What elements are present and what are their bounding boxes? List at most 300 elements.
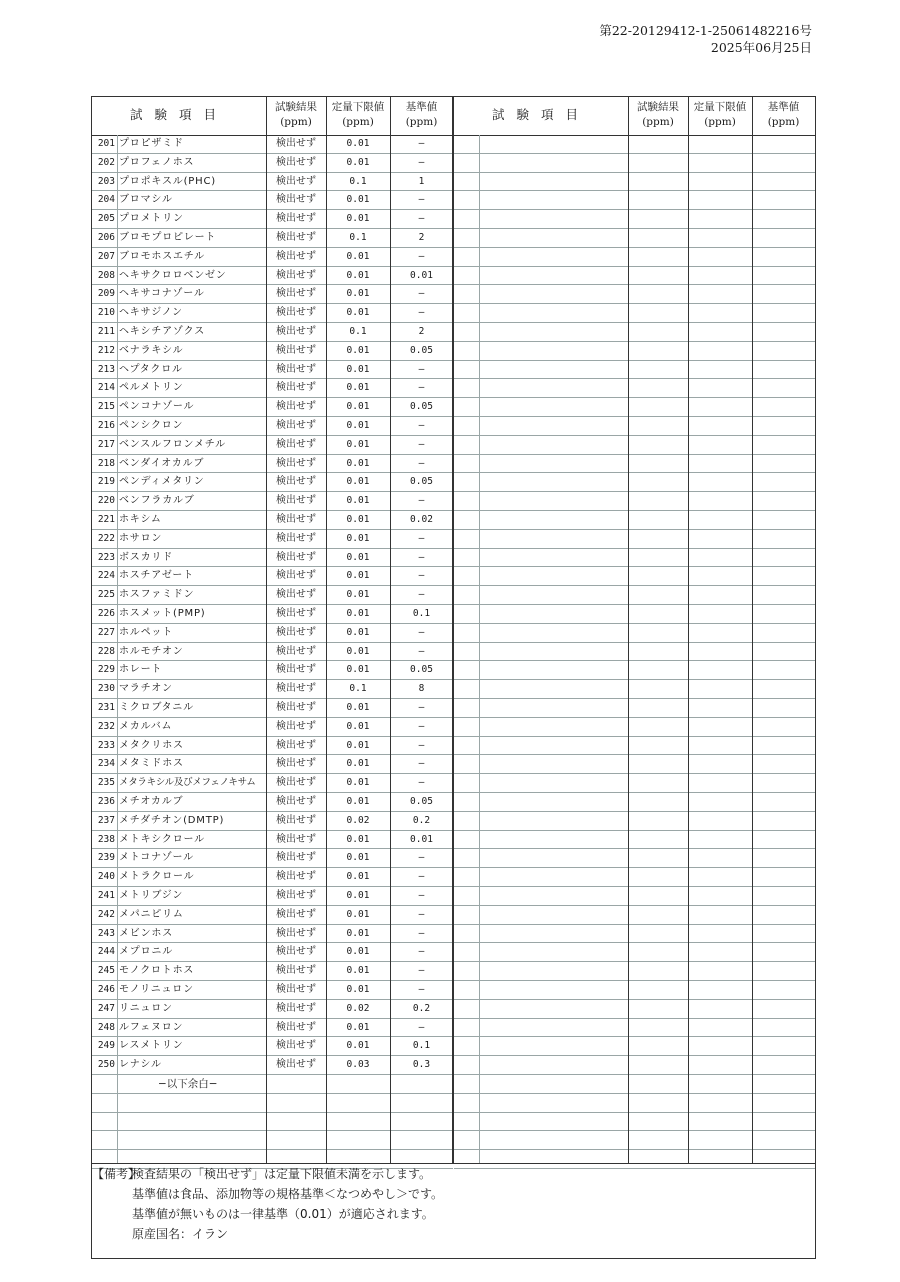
- standard-value: —: [418, 495, 425, 507]
- remarks-line: 基準値が無いものは一律基準（0.01）が適応されます。: [132, 1207, 434, 1221]
- test-result: 検出せず: [276, 250, 316, 262]
- quantitation-limit: 0.01: [346, 645, 370, 657]
- standard-value: 1: [418, 175, 425, 187]
- empty-row: [92, 1094, 453, 1113]
- standard-value: —: [418, 457, 425, 469]
- test-item: ホルモチオン: [119, 645, 184, 657]
- quantitation-limit: 0.01: [346, 965, 370, 977]
- standard-value: —: [418, 1021, 425, 1033]
- empty-row: [454, 680, 815, 699]
- standard-value: —: [418, 551, 425, 563]
- quantitation-limit: 0.01: [346, 589, 370, 601]
- standard-value: 0.2: [412, 1002, 431, 1014]
- test-item: ヘキサコナゾール: [119, 288, 205, 300]
- table-row: [92, 361, 453, 380]
- standard-value: —: [418, 438, 425, 450]
- divider: [479, 135, 480, 1163]
- header-standard: [390, 97, 453, 135]
- doc-date: 2025年06月25日: [710, 40, 812, 55]
- row-number: 210: [97, 307, 115, 319]
- table-row: [92, 868, 453, 887]
- empty-row: [454, 774, 815, 793]
- standard-value: —: [418, 194, 425, 206]
- empty-row: [454, 417, 815, 436]
- standard-value: —: [418, 138, 425, 149]
- row-number: 233: [97, 739, 115, 751]
- table-row: [92, 417, 453, 436]
- table-column-left: [92, 97, 453, 1163]
- test-result: 検出せず: [276, 777, 316, 789]
- row-number: 225: [97, 589, 115, 601]
- empty-row: [454, 906, 815, 925]
- table-row: [92, 191, 453, 210]
- test-item: リニュロン: [119, 1002, 173, 1014]
- table-row: [92, 774, 453, 793]
- quantitation-limit: 0.01: [346, 269, 370, 281]
- empty-row: [454, 793, 815, 812]
- test-result: 検出せず: [276, 702, 316, 713]
- row-number: 240: [97, 871, 115, 883]
- test-item: ベンフラカルブ: [119, 495, 195, 507]
- header-result-label: 試験結果: [637, 101, 679, 113]
- standard-value: —: [418, 213, 425, 225]
- standard-value: 2: [418, 232, 425, 243]
- table-row: [92, 492, 453, 511]
- table-row: [92, 680, 453, 699]
- quantitation-limit: 0.01: [346, 777, 370, 789]
- test-result: 検出せず: [276, 269, 316, 281]
- standard-value: 0.05: [410, 344, 433, 356]
- empty-row: [454, 304, 815, 323]
- row-number: 215: [97, 401, 115, 413]
- document-header: [599, 22, 812, 56]
- standard-value: —: [418, 702, 425, 713]
- divider: [326, 97, 327, 1163]
- standard-value: 0.05: [410, 664, 433, 676]
- quantitation-limit: 0.01: [346, 720, 370, 732]
- test-item: ミクロブタニル: [119, 702, 194, 713]
- test-item: ホルペット: [119, 626, 173, 638]
- empty-row: [454, 661, 815, 680]
- test-result: 検出せず: [276, 307, 316, 319]
- quantitation-limit: 0.01: [346, 833, 370, 845]
- row-number: 237: [97, 814, 115, 826]
- quantitation-limit: 0.1: [349, 232, 367, 243]
- test-result: 検出せず: [276, 438, 316, 450]
- quantitation-limit: 0.01: [346, 138, 370, 149]
- standard-value: —: [418, 532, 425, 544]
- table-row: [92, 436, 453, 455]
- table-row: [92, 379, 453, 398]
- row-number: 208: [97, 269, 115, 281]
- quantitation-limit: 0.01: [346, 664, 370, 676]
- test-item: メタミドホス: [119, 758, 184, 770]
- row-number: 229: [97, 664, 115, 676]
- test-item: メタクリホス: [119, 739, 184, 751]
- quantitation-limit: 0.01: [346, 514, 370, 525]
- header-lod-unit: (ppm): [342, 116, 374, 128]
- table-row: [92, 925, 453, 944]
- standard-value: —: [418, 908, 425, 920]
- test-result: 検出せず: [276, 852, 316, 864]
- table-row: [92, 1056, 453, 1075]
- test-result: 検出せず: [276, 683, 316, 695]
- table-row: [92, 849, 453, 868]
- standard-value: 8: [418, 683, 425, 695]
- quantitation-limit: 0.03: [346, 1059, 370, 1071]
- empty-row: [454, 1094, 815, 1113]
- test-result: 検出せず: [276, 927, 316, 939]
- empty-row: [454, 1075, 815, 1094]
- table-row: [92, 229, 453, 248]
- test-result: 検出せず: [276, 1059, 316, 1071]
- quantitation-limit: 0.01: [346, 626, 370, 638]
- test-item: ブロモプロピレート: [119, 232, 217, 243]
- test-item: ベナラキシル: [119, 344, 184, 356]
- row-number: 219: [97, 476, 115, 488]
- remarks-line: 原産国名：イラン: [132, 1227, 229, 1241]
- doc-number: 第22-20129412-1-25061482216号: [599, 23, 812, 38]
- empty-row: [454, 1056, 815, 1075]
- quantitation-limit: 0.01: [346, 476, 370, 488]
- empty-row: [454, 1019, 815, 1038]
- table-row: [92, 1019, 453, 1038]
- test-result: 検出せず: [276, 1002, 316, 1014]
- table-header-right: [454, 97, 815, 136]
- test-result: 検出せず: [276, 796, 316, 807]
- standard-value: —: [418, 307, 425, 319]
- row-number: 212: [97, 344, 115, 356]
- row-number: 223: [97, 551, 115, 563]
- quantitation-limit: 0.01: [346, 739, 370, 751]
- test-result: 検出せず: [276, 420, 316, 431]
- quantitation-limit: 0.01: [346, 1021, 370, 1033]
- standard-value: 0.05: [410, 796, 433, 807]
- empty-row: [454, 323, 815, 342]
- test-result: 検出せず: [276, 326, 316, 337]
- test-item: メカルバム: [119, 720, 173, 732]
- empty-row: [454, 718, 815, 737]
- standard-value: —: [418, 927, 425, 939]
- row-number: 227: [97, 626, 115, 638]
- empty-row: [454, 1000, 815, 1019]
- header-standard-label: 基準値: [767, 101, 800, 113]
- standard-value: —: [418, 852, 425, 864]
- table-row: [92, 1000, 453, 1019]
- empty-row: [454, 492, 815, 511]
- table-row: [92, 643, 453, 662]
- quantitation-limit: 0.01: [346, 946, 370, 958]
- table-row: [92, 812, 453, 831]
- table-row: [92, 906, 453, 925]
- test-result: 検出せず: [276, 363, 316, 375]
- test-item: ヘキサジノン: [119, 307, 183, 319]
- row-number: 228: [97, 645, 115, 657]
- test-item: ホスチアゼート: [119, 570, 194, 582]
- divider: [117, 135, 118, 1163]
- test-item: メトキシクロール: [119, 833, 205, 845]
- standard-value: 0.2: [412, 814, 431, 826]
- test-result: 検出せず: [276, 156, 316, 168]
- table-row: [92, 887, 453, 906]
- empty-row: [454, 210, 815, 229]
- row-number: 242: [97, 908, 115, 920]
- empty-row: [454, 868, 815, 887]
- remarks-section: [91, 1163, 816, 1259]
- standard-value: —: [418, 777, 425, 789]
- test-result: 検出せず: [276, 138, 316, 149]
- test-item: ホスファミドン: [119, 589, 195, 601]
- quantitation-limit: 0.01: [346, 908, 370, 920]
- test-item: プロピザミド: [119, 138, 184, 149]
- standard-value: —: [418, 589, 425, 601]
- test-item: ホキシム: [119, 514, 162, 525]
- empty-row: [454, 511, 815, 530]
- empty-row: [454, 398, 815, 417]
- quantitation-limit: 0.1: [349, 683, 367, 695]
- table-row: [92, 755, 453, 774]
- table-column-right: [454, 97, 815, 1163]
- standard-value: 0.1: [412, 1040, 431, 1052]
- empty-row: [454, 567, 815, 586]
- test-result: 検出せず: [276, 1040, 316, 1052]
- test-item: ヘキサクロロベンゼン: [119, 269, 227, 281]
- standard-value: 0.3: [412, 1059, 431, 1071]
- standard-value: 0.01: [410, 269, 433, 281]
- test-result: 検出せず: [276, 457, 316, 469]
- empty-row: [454, 962, 815, 981]
- quantitation-limit: 0.01: [346, 495, 370, 507]
- row-number: 247: [97, 1002, 115, 1014]
- blank-note: −以下余白−: [158, 1078, 218, 1090]
- remarks-label: 【備考】: [92, 1167, 141, 1181]
- empty-row: [454, 1113, 815, 1132]
- empty-row: [92, 1131, 453, 1150]
- row-number: 249: [97, 1040, 115, 1052]
- blank-note-row: [92, 1075, 453, 1094]
- standard-value: —: [418, 739, 425, 751]
- quantitation-limit: 0.01: [346, 608, 370, 619]
- quantitation-limit: 0.01: [346, 401, 370, 413]
- standard-value: —: [418, 984, 425, 995]
- test-item: モノクロトホス: [119, 965, 195, 977]
- table-row: [92, 323, 453, 342]
- table-row: [92, 398, 453, 417]
- row-number: 236: [97, 796, 115, 807]
- row-number: 209: [97, 288, 115, 300]
- empty-row: [454, 549, 815, 568]
- header-item: 試験項目: [491, 107, 590, 122]
- table-row: [92, 586, 453, 605]
- quantitation-limit: 0.01: [346, 871, 370, 883]
- test-result: 検出せず: [276, 965, 316, 977]
- empty-row: [454, 755, 815, 774]
- test-item: ペンディメタリン: [119, 476, 205, 488]
- quantitation-limit: 0.01: [346, 307, 370, 319]
- row-number: 248: [97, 1021, 115, 1033]
- test-item: ペルメトリン: [119, 382, 184, 394]
- empty-row: [454, 379, 815, 398]
- test-result: 検出せず: [276, 739, 316, 751]
- empty-row: [454, 624, 815, 643]
- header-lod-label: 定量下限値: [693, 101, 747, 113]
- empty-row: [454, 925, 815, 944]
- test-item: メトラクロール: [119, 871, 195, 883]
- empty-row: [454, 1131, 815, 1150]
- quantitation-limit: 0.01: [346, 382, 370, 394]
- test-item: レスメトリン: [119, 1040, 184, 1052]
- test-item: メトコナゾール: [119, 852, 194, 864]
- row-number: 241: [97, 890, 115, 901]
- test-result: 検出せず: [276, 645, 316, 657]
- test-result: 検出せず: [276, 890, 316, 901]
- empty-row: [454, 135, 815, 154]
- test-item: ベンダイオカルブ: [119, 457, 205, 469]
- row-number: 238: [97, 833, 115, 845]
- header-result-unit: (ppm): [280, 116, 312, 128]
- standard-value: —: [418, 570, 425, 582]
- table-row: [92, 793, 453, 812]
- row-number: 213: [97, 363, 115, 375]
- test-result: 検出せず: [276, 833, 316, 845]
- empty-row: [454, 248, 815, 267]
- quantitation-limit: 0.1: [349, 175, 367, 187]
- test-result: 検出せず: [276, 946, 316, 958]
- quantitation-limit: 0.01: [346, 551, 370, 563]
- empty-row: [454, 831, 815, 850]
- empty-row: [454, 285, 815, 304]
- test-result: 検出せず: [276, 570, 316, 582]
- row-number: 202: [97, 156, 115, 168]
- empty-row: [454, 887, 815, 906]
- test-result: 検出せず: [276, 626, 316, 638]
- row-number: 222: [97, 532, 115, 544]
- test-item: ヘキシチアゾクス: [119, 326, 206, 337]
- empty-row: [454, 361, 815, 380]
- table-row: [92, 511, 453, 530]
- table-row: [92, 624, 453, 643]
- quantitation-limit: 0.02: [346, 814, 370, 826]
- quantitation-limit: 0.01: [346, 250, 370, 262]
- table-row: [92, 135, 453, 154]
- test-item: ホスメット(PMP): [119, 608, 206, 619]
- empty-row: [454, 943, 815, 962]
- standard-value: —: [418, 250, 425, 262]
- table-row: [92, 267, 453, 286]
- divider: [752, 97, 753, 1163]
- table-row: [92, 567, 453, 586]
- standard-value: —: [418, 645, 425, 657]
- header-lod-unit: (ppm): [704, 116, 736, 128]
- table-row: [92, 831, 453, 850]
- header-result: [628, 97, 688, 135]
- empty-row: [454, 812, 815, 831]
- table-row: [92, 455, 453, 474]
- table-row: [92, 248, 453, 267]
- quantitation-limit: 0.01: [346, 927, 370, 939]
- row-number: 211: [97, 326, 115, 337]
- quantitation-limit: 0.01: [346, 532, 370, 544]
- quantitation-limit: 0.01: [346, 984, 370, 995]
- empty-row: [454, 455, 815, 474]
- row-number: 239: [97, 852, 115, 864]
- quantitation-limit: 0.1: [349, 326, 367, 337]
- test-result: 検出せず: [276, 495, 316, 507]
- table-row: [92, 661, 453, 680]
- table-row: [92, 943, 453, 962]
- header-lod: [326, 97, 390, 135]
- test-result: 検出せず: [276, 608, 316, 619]
- test-result: 検出せず: [276, 1021, 316, 1033]
- test-item: プロポキスル(PHC): [119, 175, 216, 187]
- standard-value: 0.05: [410, 476, 433, 488]
- table-row: [92, 1037, 453, 1056]
- quantitation-limit: 0.01: [346, 796, 370, 807]
- standard-value: —: [418, 288, 425, 300]
- empty-row: [454, 1037, 815, 1056]
- empty-row: [454, 473, 815, 492]
- test-item: ホサロン: [119, 532, 163, 544]
- test-result: 検出せず: [276, 871, 316, 883]
- empty-row: [454, 737, 815, 756]
- header-result-label: 試験結果: [275, 101, 317, 113]
- test-result: 検出せず: [276, 213, 316, 225]
- empty-row: [454, 981, 815, 1000]
- table-row: [92, 304, 453, 323]
- row-number: 231: [97, 702, 115, 713]
- test-item: マラチオン: [119, 683, 173, 695]
- table-row: [92, 962, 453, 981]
- header-item: 試験項目: [129, 107, 228, 122]
- header-standard-unit: (ppm): [767, 116, 800, 128]
- divider: [390, 97, 391, 1163]
- standard-value: —: [418, 382, 425, 394]
- test-item: ホレート: [119, 664, 163, 676]
- standard-value: —: [418, 965, 425, 977]
- header-standard: [752, 97, 815, 135]
- quantitation-limit: 0.01: [346, 1040, 370, 1052]
- standard-value: —: [418, 626, 425, 638]
- header-result-unit: (ppm): [642, 116, 674, 128]
- table-row: [92, 737, 453, 756]
- empty-row: [454, 173, 815, 192]
- row-number: 244: [97, 946, 115, 958]
- test-item: メトリブジン: [119, 890, 184, 901]
- table-row: [92, 473, 453, 492]
- header-lod: [688, 97, 752, 135]
- header-standard-label: 基準値: [405, 101, 438, 113]
- row-number: 218: [97, 457, 115, 469]
- row-number: 226: [97, 608, 115, 619]
- quantitation-limit: 0.01: [346, 758, 370, 770]
- quantitation-limit: 0.01: [346, 156, 370, 168]
- test-result: 検出せず: [276, 589, 316, 601]
- test-result: 検出せず: [276, 232, 316, 243]
- row-number: 206: [97, 232, 115, 243]
- quantitation-limit: 0.02: [346, 1002, 370, 1014]
- test-item: レナシル: [119, 1059, 162, 1071]
- table-row: [92, 210, 453, 229]
- standard-value: —: [418, 946, 425, 958]
- empty-row: [454, 643, 815, 662]
- empty-row: [454, 699, 815, 718]
- test-item: ベンスルフロンメチル: [119, 438, 226, 450]
- quantitation-limit: 0.01: [346, 852, 370, 864]
- test-item: ヘプタクロル: [119, 363, 183, 375]
- standard-value: —: [418, 156, 425, 168]
- quantitation-limit: 0.01: [346, 363, 370, 375]
- row-number: 243: [97, 927, 115, 939]
